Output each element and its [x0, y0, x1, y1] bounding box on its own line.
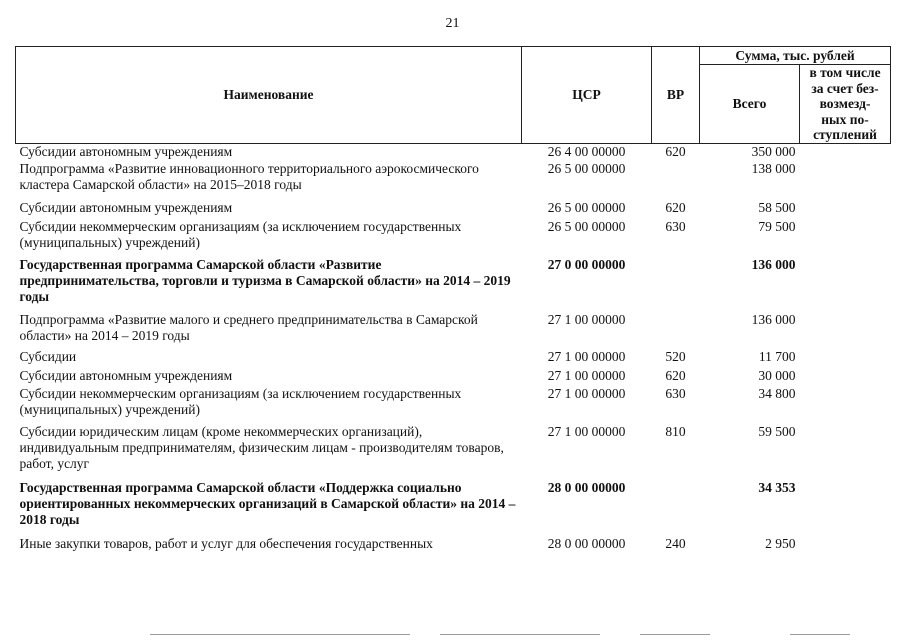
row-vr [652, 161, 700, 200]
row-name: Субсидии некоммерческим организациям (за исключением государственных (муниципальных) учреждений) [19, 386, 462, 417]
table-row [16, 200, 891, 219]
table-row [16, 424, 891, 480]
row-csr: 26 4 00 00000 [547, 143, 626, 159]
header-including-line: ных по- [821, 111, 869, 127]
row-total: 11 700 [758, 349, 796, 364]
row-including [800, 349, 891, 368]
row-including [800, 257, 891, 312]
table-row [16, 219, 891, 257]
row-total: 79 500 [758, 219, 796, 234]
row-including [800, 143, 891, 161]
table-row [16, 536, 891, 556]
row-name: Субсидии автономным учреждениям [19, 143, 233, 159]
row-vr: 240 [665, 536, 686, 551]
row-total: 350 000 [751, 143, 796, 159]
row-including [800, 312, 891, 349]
row-name: Подпрограмма «Развитие малого и среднего предпринимательства в Самарской области» на 2014 – 2019 годы [19, 312, 478, 343]
row-total: 2 950 [765, 536, 796, 551]
header-including [800, 65, 891, 144]
row-name: Субсидии [19, 349, 77, 364]
row-vr [652, 312, 700, 349]
table-header [16, 47, 891, 144]
footer-rule [440, 634, 600, 635]
row-including [800, 480, 891, 536]
footer-rule [790, 634, 850, 635]
row-csr: 27 1 00 00000 [547, 312, 626, 327]
row-vr [652, 480, 700, 536]
table-row [16, 143, 891, 161]
row-total: 136 000 [751, 312, 796, 327]
row-including [800, 424, 891, 480]
row-including [800, 200, 891, 219]
row-csr: 27 1 00 00000 [547, 349, 626, 364]
row-including [800, 161, 891, 200]
page-number: 21 [445, 16, 460, 31]
footer-rule [150, 634, 410, 635]
header-csr: ЦСР [522, 47, 652, 144]
header-including-line: в том числе [809, 65, 881, 80]
footer-rule [640, 634, 710, 635]
row-name: Субсидии автономным учреждениям [19, 200, 233, 215]
row-vr: 630 [665, 386, 686, 401]
row-csr: 26 5 00 00000 [547, 161, 626, 176]
row-vr: 620 [665, 368, 686, 383]
row-including [800, 368, 891, 386]
row-total: 59 500 [758, 424, 796, 439]
row-total: 58 500 [758, 200, 796, 215]
row-csr: 26 5 00 00000 [547, 219, 626, 234]
row-vr: 520 [665, 349, 686, 364]
row-name: Субсидии автономным учреждениям [19, 368, 233, 383]
table-row [16, 161, 891, 200]
row-csr: 27 1 00 00000 [547, 386, 626, 401]
table-row [16, 368, 891, 386]
table-row [16, 312, 891, 349]
header-including-line: возмезд- [819, 96, 871, 111]
table-row [16, 349, 891, 368]
table-row-program [16, 480, 891, 536]
row-name: Государственная программа Самарской области «Развитие предпринимательства, торговли и туризма в Самарской области» на 2014 – 2019 годы [19, 257, 511, 304]
row-name: Субсидии некоммерческим организациям (за исключением государственных (муниципальных) учреждений) [19, 219, 462, 250]
row-vr: 810 [665, 424, 686, 439]
row-including [800, 536, 891, 556]
row-total: 136 000 [751, 257, 796, 272]
row-csr: 28 0 00 00000 [547, 536, 626, 551]
header-sum-group: Сумма, тыс. рублей [700, 47, 891, 65]
row-vr [652, 257, 700, 312]
table-body [16, 143, 891, 556]
row-name: Субсидии юридическим лицам (кроме некоммерческих организаций), индивидуальным предпринимателям, физическим лицам - производителям товаров, работ, услуг [19, 424, 504, 471]
row-csr: 27 0 00 00000 [547, 257, 626, 272]
row-name: Подпрограмма «Развитие инновационного территориального аэрокосмического кластера Самарской области» на 2015–2018 годы [19, 161, 479, 192]
header-including-line: ступлений [813, 127, 877, 142]
header-including-line: за счет без- [811, 80, 879, 96]
row-including [800, 386, 891, 424]
row-csr: 26 5 00 00000 [547, 200, 626, 215]
row-name: Государственная программа Самарской области «Поддержка социально ориентированных некоммерческих организаций в Самарской области» на 2014 – 2018 годы [19, 480, 516, 527]
row-vr: 620 [665, 200, 686, 215]
row-name: Иные закупки товаров, работ и услуг для обеспечения государственных [19, 536, 433, 551]
header-vr: ВР [652, 47, 700, 144]
table-row-program [16, 257, 891, 312]
table-row [16, 386, 891, 424]
row-total: 34 353 [758, 480, 796, 495]
row-csr: 27 1 00 00000 [547, 424, 626, 439]
row-csr: 27 1 00 00000 [547, 368, 626, 383]
row-vr: 630 [665, 219, 686, 234]
header-total: Всего [700, 65, 800, 144]
row-total: 34 800 [758, 386, 796, 401]
row-total: 30 000 [758, 368, 796, 383]
row-total: 138 000 [751, 161, 796, 176]
row-including [800, 219, 891, 257]
row-csr: 28 0 00 00000 [547, 480, 626, 495]
header-name: Наименование [16, 47, 522, 144]
row-vr: 620 [665, 143, 686, 159]
budget-table [15, 46, 891, 556]
